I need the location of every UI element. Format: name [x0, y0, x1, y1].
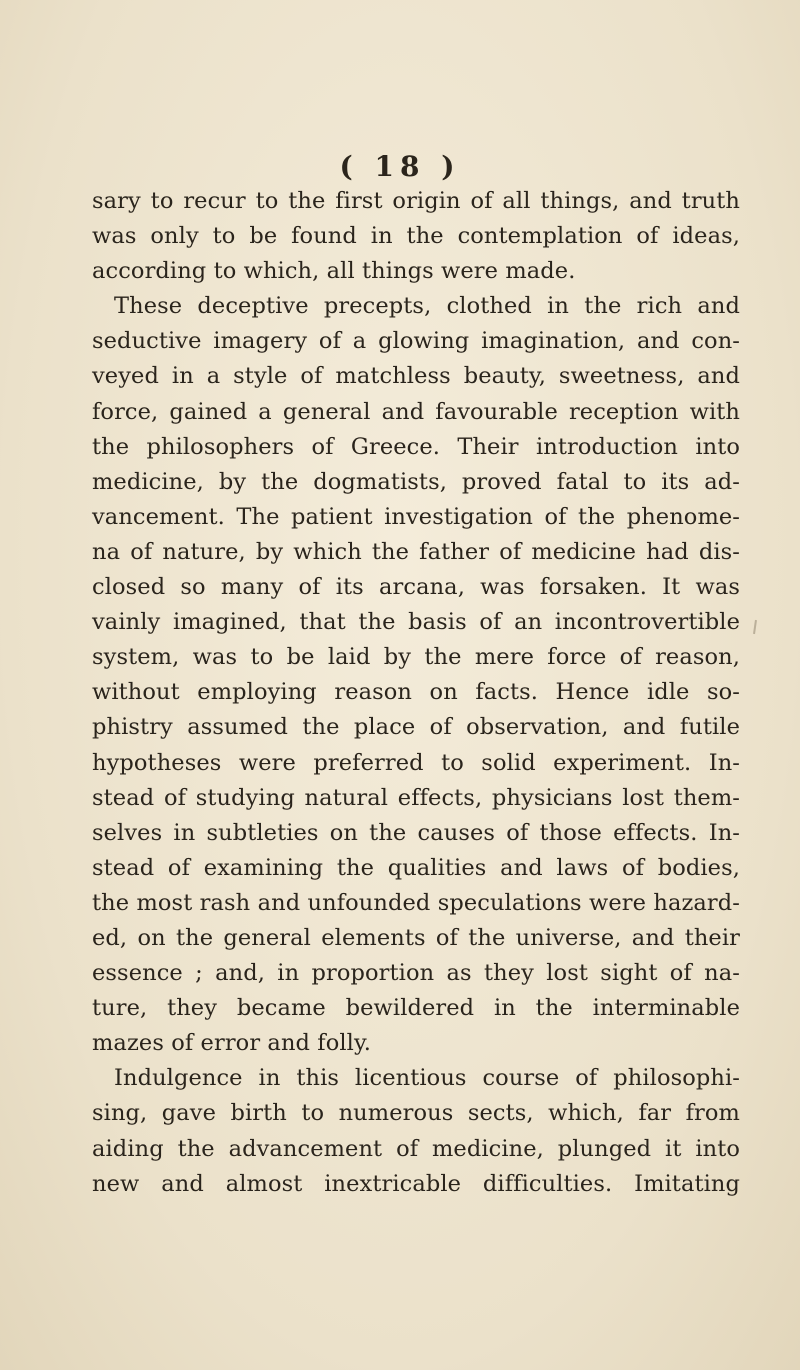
- text-line: ture, they became bewildered in the interminable: [92, 995, 740, 1022]
- text-line: hypotheses were preferred to solid experiment. In-: [92, 749, 740, 776]
- text-line: stead of studying natural effects, physicians lost them-: [92, 784, 740, 811]
- text-line: seductive imagery of a glowing imagination, and con-: [92, 328, 740, 355]
- margin-mark: [753, 620, 757, 634]
- text-line: closed so many of its arcana, was forsaken. It was: [92, 574, 740, 601]
- text-line: medicine, by the dogmatists, proved fatal to its ad-: [92, 468, 740, 495]
- text-line: the most rash and unfounded speculations were hazard-: [92, 889, 740, 916]
- text-line: the philosophers of Greece. Their introduction into: [92, 433, 740, 460]
- text-line: was only to be found in the contemplation of ideas,: [92, 223, 740, 250]
- text-line: according to which, all things were made.: [92, 258, 576, 285]
- text-line: vancement. The patient investigation of the phenome-: [92, 503, 740, 530]
- text-line: veyed in a style of matchless beauty, sweetness, and: [92, 363, 740, 390]
- text-line: ed, on the general elements of the universe, and their: [92, 924, 740, 951]
- body-text: [92, 184, 740, 1202]
- text-line: vainly imagined, that the basis of an incontrovertible: [92, 609, 740, 636]
- text-line: force, gained a general and favourable reception with: [92, 398, 740, 425]
- text-line: na of nature, by which the father of medicine had dis-: [92, 538, 740, 565]
- text-line: mazes of error and folly.: [92, 1030, 372, 1057]
- text-line: selves in subtleties on the causes of those effects. In-: [92, 819, 740, 846]
- paragraph-start-line: These deceptive precepts, clothed in the rich and: [114, 293, 740, 320]
- text-line: sary to recur to the first origin of all things, and truth: [92, 188, 740, 214]
- text-line: phistry assumed the place of observation, and futile: [92, 714, 740, 741]
- text-line: aiding the advancement of medicine, plunged it into: [92, 1135, 740, 1162]
- text-line: system, was to be laid by the mere force of reason,: [92, 644, 740, 671]
- text-line: sing, gave birth to numerous sects, which, far from: [92, 1100, 740, 1127]
- paragraph-start-line: Indulgence in this licentious course of philosophi-: [114, 1065, 740, 1092]
- page-number: ( 18 ): [339, 150, 461, 183]
- text-line: essence ; and, in proportion as they lost sight of na-: [92, 960, 740, 987]
- text-line: without employing reason on facts. Hence idle so-: [92, 679, 740, 706]
- text-line: new and almost inextricable difficulties. Imitating: [92, 1170, 740, 1197]
- text-line: stead of examining the qualities and laws of bodies,: [92, 854, 740, 881]
